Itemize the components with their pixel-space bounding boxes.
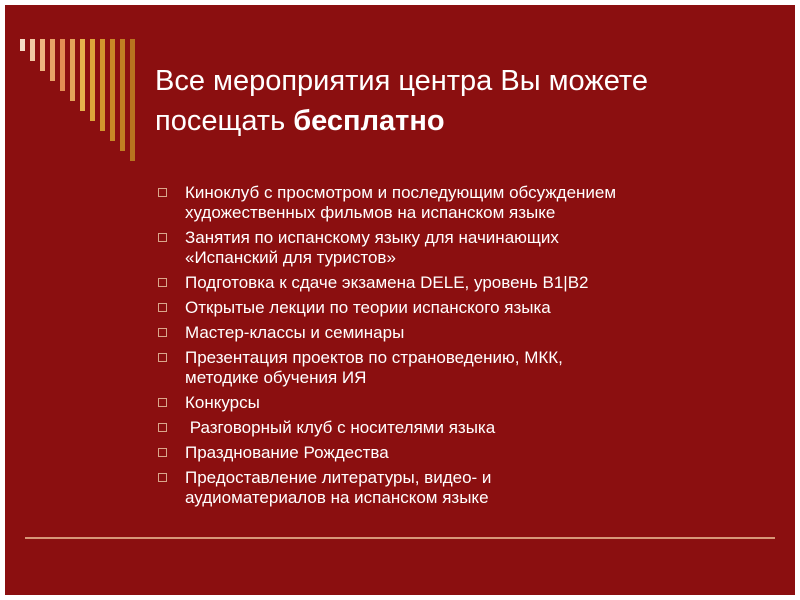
stripe <box>60 39 65 91</box>
square-bullet-icon <box>158 328 167 337</box>
stripe <box>90 39 95 121</box>
slide-title <box>155 61 775 141</box>
item-line-1: Открытые лекции по теории испанского языка <box>185 298 551 317</box>
stripe <box>130 39 135 161</box>
stripe <box>20 39 25 51</box>
list-item <box>155 468 785 508</box>
stripe <box>30 39 35 61</box>
list-item <box>155 418 785 438</box>
list-item <box>155 183 785 223</box>
square-bullet-icon <box>158 278 167 287</box>
stripe <box>110 39 115 141</box>
list-item <box>155 228 785 268</box>
item-line-1: Мастер-классы и семинары <box>185 323 405 342</box>
square-bullet-icon <box>158 353 167 362</box>
square-bullet-icon <box>158 423 167 432</box>
item-line-2: «Испанский для туристов» <box>185 248 396 267</box>
item-line-2: методике обучения ИЯ <box>185 368 367 387</box>
list-item <box>155 393 785 413</box>
stripe <box>100 39 105 131</box>
title-emphasis: бесплатно <box>293 105 445 137</box>
events-list <box>155 183 785 513</box>
square-bullet-icon <box>158 473 167 482</box>
bottom-divider <box>25 537 775 539</box>
slide <box>5 5 795 595</box>
title-line-2 <box>155 101 775 141</box>
item-line-1: Конкурсы <box>185 393 260 412</box>
list-item <box>155 348 785 388</box>
square-bullet-icon <box>158 233 167 242</box>
item-line-1: Разговорный клуб с носителями языка <box>185 418 496 437</box>
item-line-1: Киноклуб с просмотром и последующим обсуждением <box>185 183 617 202</box>
item-line-1: Занятия по испанскому языку для начинающих <box>185 228 559 247</box>
stripe <box>70 39 75 101</box>
item-line-1: Подготовка к сдаче экзамена DELE, уровень B1|B2 <box>185 273 589 292</box>
stripe <box>40 39 45 71</box>
title-line-1: Все мероприятия центра Вы можете <box>155 65 648 97</box>
item-line-1: Предоставление литературы, видео- и <box>185 468 492 487</box>
list-item <box>155 298 785 318</box>
square-bullet-icon <box>158 188 167 197</box>
item-line-2: художественных фильмов на испанском языке <box>185 203 556 222</box>
square-bullet-icon <box>158 398 167 407</box>
stripe <box>50 39 55 81</box>
stripe <box>80 39 85 111</box>
square-bullet-icon <box>158 303 167 312</box>
list-item <box>155 273 785 293</box>
list-item <box>155 323 785 343</box>
stripe <box>120 39 125 151</box>
title-line-2-prefix: посещать <box>155 105 294 137</box>
square-bullet-icon <box>158 448 167 457</box>
item-line-1: Празднование Рождества <box>185 443 389 462</box>
item-line-2: аудиоматериалов на испанском языке <box>185 488 489 507</box>
list-item <box>155 443 785 463</box>
item-line-1: Презентация проектов по страноведению, МКК, <box>185 348 563 367</box>
